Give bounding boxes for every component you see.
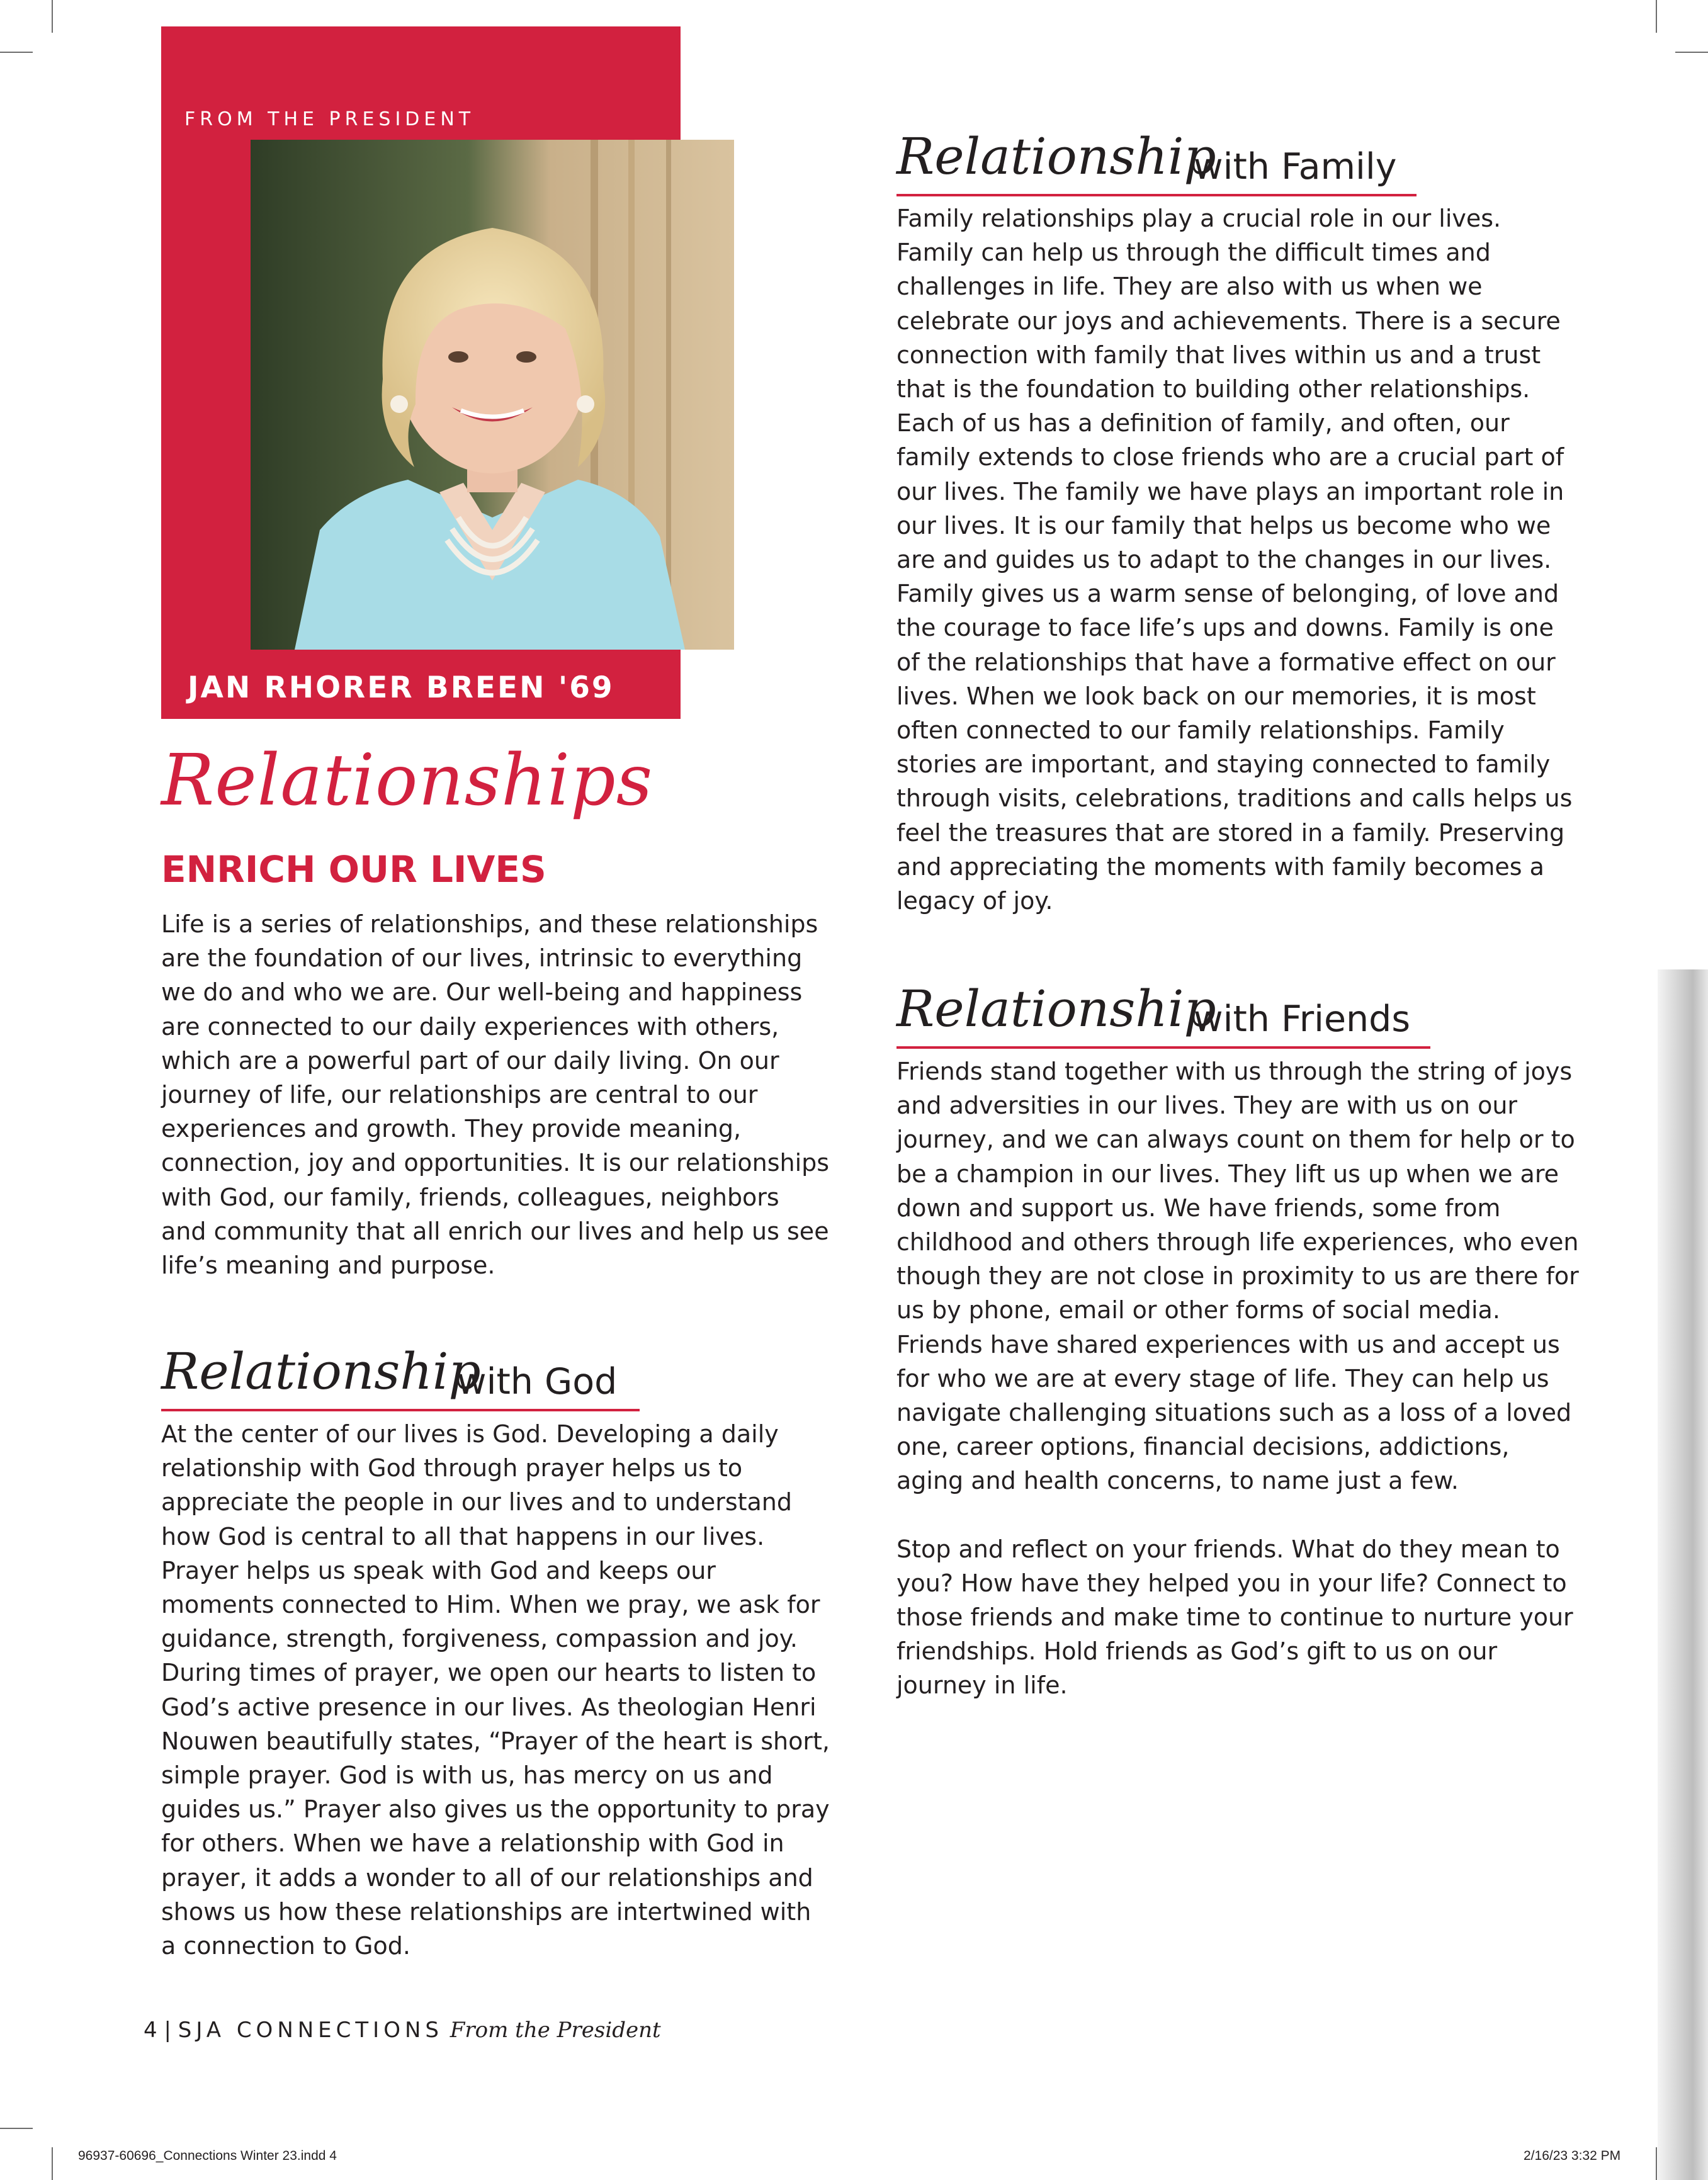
footer-separator: | (164, 2018, 171, 2043)
printer-slug-datetime: 2/16/23 3:32 PM (1524, 2149, 1621, 2163)
heading-underline-family (896, 194, 1417, 196)
heading-underline-friends (896, 1046, 1430, 1049)
headline-caps: ENRICH OUR LIVES (161, 848, 546, 891)
heading-rest-friends: with Friends (1194, 998, 1411, 1040)
heading-script-friends: Relationship (896, 980, 1216, 1038)
section-heading-friends (896, 980, 1430, 1049)
page-footer (144, 2018, 661, 2043)
crop-mark-top-right-h (1675, 52, 1708, 53)
printer-slug-file: 96937-60696_Connections Winter 23.indd 4 (78, 2149, 337, 2163)
crop-mark-top-left-v (52, 0, 53, 33)
friends-text: Friends stand together with us through the string of joys and adversities in our lives. They are with us on our journey, and we can always count on them for help or to be a champion in our lives. They lift us up when we are down and support us. We have friends, some from childhood and others through life experiences, who even though they are not close in proximity to us are there for us by phone, email or other forms of social media. Friends have shared experiences with us and accept us for who we are at every stage of life. They can help us navigate challenging situations such as a loss of a loved one, career options, financial decisions, addictions, aging and health concerns, to name just a few. (896, 1058, 1579, 1495)
page-number: 4 (144, 2018, 157, 2043)
crop-mark-bottom-right-v (1656, 2147, 1657, 2180)
family-text: Family relationships play a crucial role in our lives. Family can help us through the difficult times and challenges in life. They are also with us when we celebrate our joys and achievements. There is a secure connection with family that lives within us and a trust that is the foundation to building other relationships. Each of us has a definition of family, and often, our family extends to close friends who are a crucial part of our lives. The family we have plays an important role in our lives. It is our family that helps us become who we are and guides us to adapt to the changes in our lives. Family gives us a warm sense of belonging, of love and the courage to face life’s ups and downs. Family is one of the relationships that have a formative effect on our lives. When we look back on our memories, it is most often connected to our family relationships. Family stories are important, and staying connected to family through visits, celebrations, traditions and calls helps us feel the treasures that are stored in a family. Preserving and appreciating the moments with family becomes a legacy of joy. (896, 205, 1573, 915)
section-kicker: FROM THE PRESIDENT (184, 108, 475, 130)
president-portrait (251, 140, 734, 650)
heading-rest-family: with Family (1194, 146, 1397, 188)
headline-script: Relationships (161, 740, 653, 822)
crop-mark-bottom-left-h (0, 2128, 33, 2129)
footer-section-name: From the President (450, 2018, 661, 2043)
president-name: JAN RHORER BREEN '69 (188, 670, 614, 705)
section-heading-family (896, 127, 1417, 196)
bleed-edge-photo (1658, 969, 1708, 2180)
heading-script-god: Relationship (161, 1342, 481, 1401)
family-paragraph (896, 201, 1583, 918)
heading-script-family: Relationship (896, 127, 1216, 186)
heading-rest-god: with God (457, 1361, 618, 1403)
crop-mark-top-right-v (1656, 0, 1657, 33)
intro-paragraph (161, 907, 832, 1282)
god-text: At the center of our lives is God. Developing a daily relationship with God through prayer helps us to appreciate the people in our lives and to understand how God is central to all that happens in our lives. Prayer helps us speak with God and keeps our moments connected to Him. When we pray, we ask for guidance, strength, forgiveness, compassion and joy. During times of prayer, we open our hearts to listen to God’s active presence in our lives. As theologian Henri Nouwen beautifully states, “Prayer of the heart is short, simple prayer. God is with us, has mercy on us and guides us.” Prayer also gives us the opportunity to pray for others. When we have a relationship with God in prayer, it adds a wonder to all of our relationships and shows us how these relationships are intertwined with a connection to God. (161, 1420, 830, 1960)
publication-name: SJA CONNECTIONS (178, 2018, 443, 2043)
god-paragraph (161, 1417, 832, 1963)
crop-mark-bottom-left-v (52, 2147, 53, 2180)
friends-paragraph (896, 1054, 1583, 1703)
heading-underline-god (161, 1409, 640, 1411)
friends-text-2: Stop and reflect on your friends. What do they mean to you? How have they helped you in your life? Connect to those friends and make time to continue to nurture your friendships. Hold friends as God’s gift to us on our journey in life. (896, 1535, 1573, 1700)
section-heading-god (161, 1342, 640, 1411)
crop-mark-top-left-h (0, 52, 33, 53)
intro-text: Life is a series of relationships, and these relationships are the foundation of our lives, intrinsic to everything we do and who we are. Our well-being and happiness are connected to our daily experiences with others, which are a powerful part of our daily living. On our journey of life, our relationships are central to our experiences and growth. They provide meaning, connection, joy and opportunities. It is our relationships with God, our family, friends, colleagues, neighbors and community that all enrich our lives and help us see life’s meaning and purpose. (161, 910, 830, 1280)
